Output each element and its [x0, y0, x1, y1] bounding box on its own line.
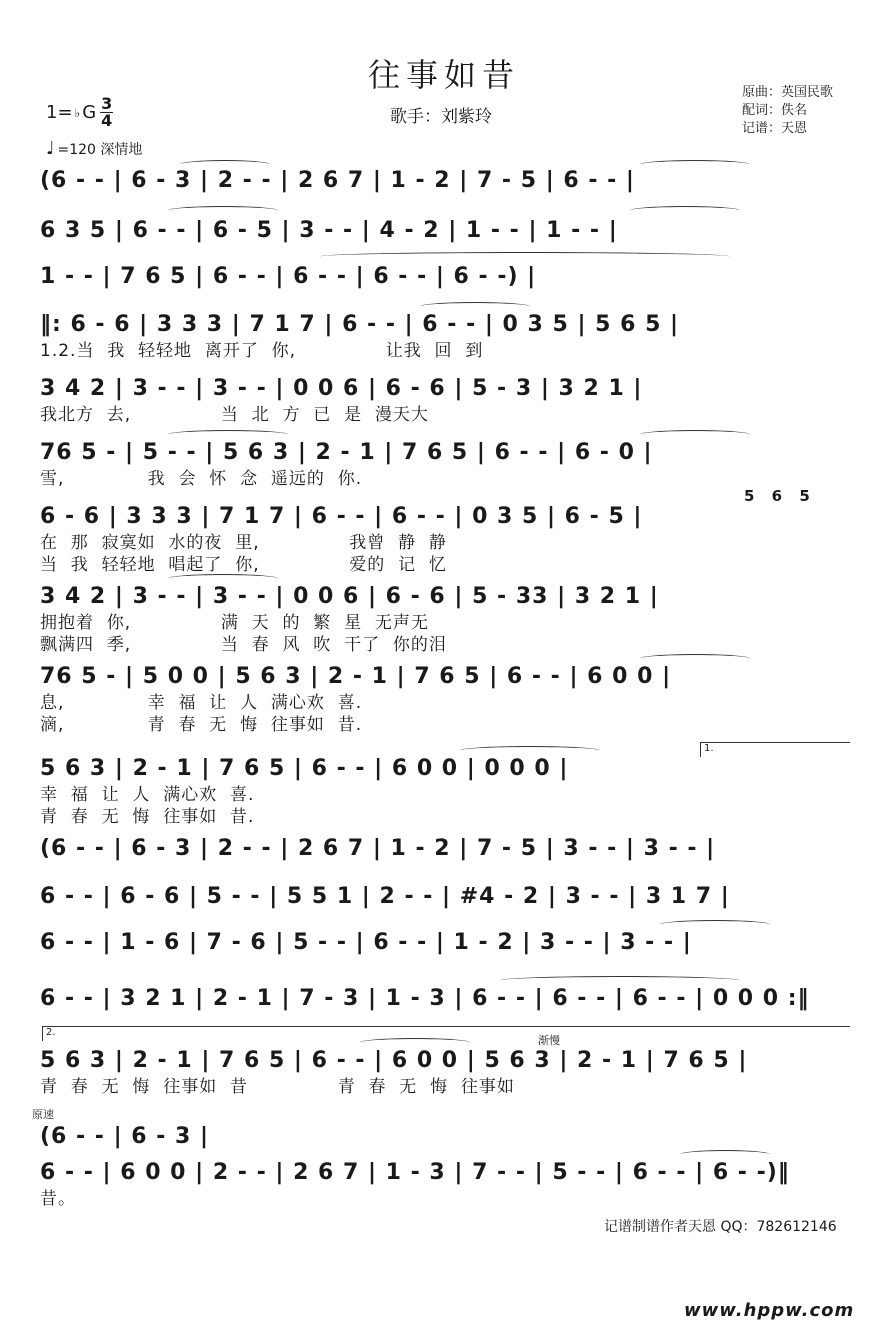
notation-line: 6 - - | 1 - 6 | 7 - 6 | 5 - - | 6 - - | 1 - 2 | 3 - - | 3 - - | [40, 930, 692, 955]
lyric-line: 昔。 [40, 1189, 76, 1209]
stave-line [40, 582, 852, 656]
stave-line [40, 984, 852, 1014]
stave-line [40, 1122, 852, 1152]
notation-line: 76 5 - | 5 0 0 | 5 6 3 | 2 - 1 | 7 6 5 | 6 - - | 6 0 0 | [40, 664, 672, 689]
stave-line [40, 216, 852, 246]
slur [640, 160, 750, 169]
lyric-line: 在 那 寂寞如 水的夜 里, 我曾 静 静 [40, 533, 447, 553]
notation-line: 6 3 5 | 6 - - | 6 - 5 | 3 - - | 4 - 2 | 1 - - | 1 - - | [40, 218, 618, 243]
notation-line: (6 - - | 6 - 3 | 2 - - | 2 6 7 | 1 - 2 | 7 - 5 | 6 - - | [40, 168, 635, 193]
song-title: 往事如昔 [367, 56, 520, 94]
ritardando-mark: 渐慢 [538, 1034, 560, 1047]
tempo-marking [46, 138, 142, 159]
tempo-text: =120 深情地 [57, 141, 143, 158]
notation-line: ‖: 6 - 6 | 3 3 3 | 7 1 7 | 6 - - | 6 - - | 0 3 5 | 5 6 5 | [40, 312, 680, 337]
notation-line: 3 4 2 | 3 - - | 3 - - | 0 0 6 | 6 - 6 | 5 - 33 | 3 2 1 | [40, 584, 659, 609]
key-prefix: 1= [46, 102, 73, 123]
slur [420, 302, 530, 311]
stave-line [40, 834, 852, 864]
notation-line: 6 - 6 | 3 3 3 | 7 1 7 | 6 - - | 6 - - | 0 3 5 | 6 - 5 | [40, 504, 643, 529]
stave-line [40, 928, 852, 958]
slur [640, 430, 750, 439]
notation-line: (6 - - | 6 - 3 | 2 - - | 2 6 7 | 1 - 2 | 7 - 5 | 3 - - | 3 - - | [40, 836, 716, 861]
slur [460, 746, 600, 755]
lyric-line: 1.2.当 我 轻轻地 离开了 你, 让我 回 到 [40, 341, 484, 361]
slur [640, 654, 750, 663]
a-tempo-mark: 原速 [32, 1108, 54, 1121]
upper-notes: 5 6 5 [744, 487, 816, 505]
slur [660, 920, 770, 929]
key-signature [46, 96, 113, 129]
site-watermark: www.hppw.com [684, 1300, 855, 1321]
notation-line: (6 - - | 6 - 3 | [40, 1124, 210, 1149]
credits-block [742, 84, 833, 138]
stave-line [40, 310, 852, 362]
lyric-line: 青 春 无 悔 往事如 昔 青 春 无 悔 往事如 [40, 1077, 515, 1097]
stave-line [40, 166, 852, 196]
notation-line: 5 6 3 | 2 - 1 | 7 6 5 | 6 - - | 6 0 0 | 0 0 0 | [40, 756, 569, 781]
singer-label: 歌手：刘紫玲 [390, 107, 492, 127]
lyric-line: 滴, 青 春 无 悔 往事如 昔. [40, 715, 363, 735]
slur [180, 160, 270, 169]
time-numerator: 3 [101, 94, 113, 113]
lyric-line: 幸 福 让 人 满心欢 喜. [40, 785, 255, 805]
first-ending-bracket [700, 742, 850, 757]
notation-line: 6 - - | 6 0 0 | 2 - - | 2 6 7 | 1 - 3 | 7 - - | 5 - - | 6 - - | 6 - -)‖ [40, 1160, 790, 1185]
stave-line [40, 1046, 852, 1098]
second-ending-label: 2. [46, 1027, 56, 1038]
flat-sign: ♭ [74, 105, 81, 120]
lyric-line: 雪, 我 会 怀 念 遥远的 你. [40, 469, 363, 489]
time-signature [100, 96, 113, 129]
lyric-line: 息, 幸 福 让 人 满心欢 喜. [40, 693, 363, 713]
key-note: G [82, 102, 97, 123]
stave-line [40, 502, 852, 576]
credit-composer: 原曲：英国民歌 [742, 85, 834, 100]
credit-transcriber: 记谱：天恩 [742, 121, 808, 136]
first-ending-label: 1. [704, 743, 714, 754]
notation-line: 76 5 - | 5 - - | 5 6 3 | 2 - 1 | 7 6 5 | 6 - - | 6 - 0 | [40, 440, 653, 465]
stave-line [40, 438, 852, 490]
notation-line: 6 - - | 6 - 6 | 5 - - | 5 5 1 | 2 - - | #4 - 2 | 3 - - | 3 1 7 | [40, 884, 730, 909]
second-ending-bracket [42, 1026, 850, 1041]
lyric-line: 拥抱着 你, 满 天 的 繁 星 无声无 [40, 613, 429, 633]
stave-line [40, 882, 852, 912]
lyric-line: 我北方 去, 当 北 方 已 是 漫天大 [40, 405, 429, 425]
notation-line: 1 - - | 7 6 5 | 6 - - | 6 - - | 6 - - | 6 - -) | [40, 264, 537, 289]
notation-line: 6 - - | 3 2 1 | 2 - 1 | 7 - 3 | 1 - 3 | 6 - - | 6 - - | 6 - - | 0 0 0 :‖ [40, 986, 810, 1011]
slur [168, 574, 278, 583]
time-denominator: 4 [101, 111, 113, 130]
stave-line [40, 662, 852, 736]
lyric-line: 飘满四 季, 当 春 风 吹 干了 你的泪 [40, 635, 447, 655]
quarter-note-icon: ♩ [46, 138, 55, 159]
slur [168, 430, 288, 439]
stave-line [40, 754, 852, 828]
credit-lyricist: 配词：佚名 [742, 103, 808, 118]
stave-line [40, 262, 852, 292]
transcriber-contact: 记谱制谱作者天恩 QQ：782612146 [604, 1219, 837, 1235]
lyric-line: 当 我 轻轻地 唱起了 你, 爱的 记 忆 [40, 555, 447, 575]
slur [168, 206, 278, 215]
lyric-line: 青 春 无 悔 往事如 昔. [40, 807, 255, 827]
slur [320, 252, 730, 261]
notation-line: 3 4 2 | 3 - - | 3 - - | 0 0 6 | 6 - 6 | 5 - 3 | 3 2 1 | [40, 376, 643, 401]
stave-line [40, 374, 852, 426]
slur [500, 976, 740, 985]
slur [630, 206, 740, 215]
stave-line [40, 1158, 852, 1210]
notation-line: 5 6 3 | 2 - 1 | 7 6 5 | 6 - - | 6 0 0 | 5 6 3 | 2 - 1 | 7 6 5 | [40, 1048, 748, 1073]
slur [680, 1150, 770, 1159]
